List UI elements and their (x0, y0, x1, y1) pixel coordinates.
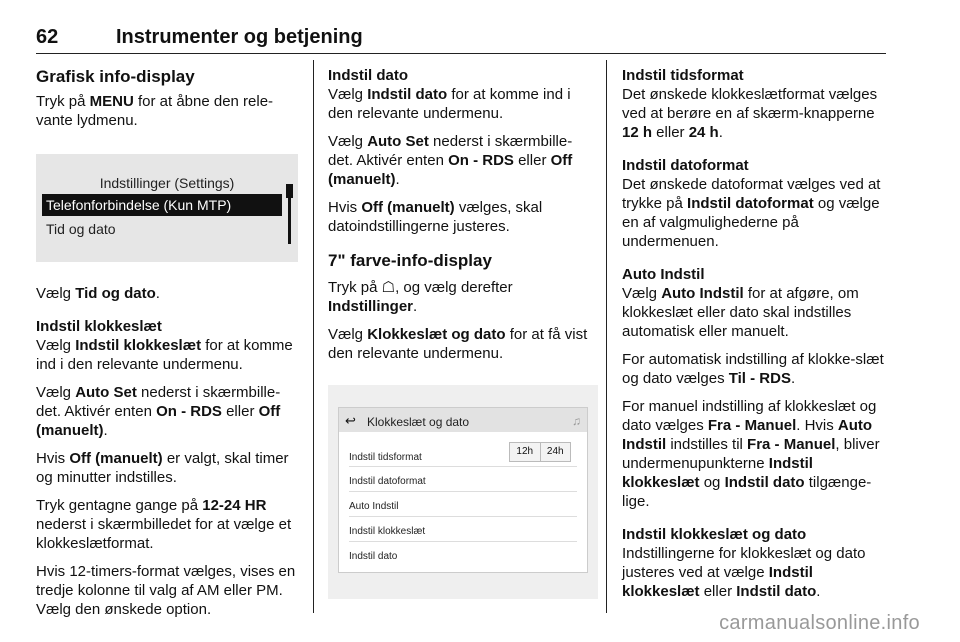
paragraph: Vælg Indstil klokkeslæt for at komme ind i den relevante undermenu. (36, 337, 293, 373)
back-icon: ↩ (345, 413, 356, 428)
home-icon: ☖ (381, 279, 396, 296)
music-note-icon: ♫ (572, 414, 581, 428)
screen-menu-item: Indstil tidsformat (349, 452, 422, 463)
screen-title-bar (339, 408, 587, 432)
paragraph: Hvis 12-timers-format vælges, vises en tredje kolonne til valg af AM eller PM. Vælg den ønskede option. (36, 563, 296, 618)
paragraph: Tryk på MENU for at åbne den rele-vante lydmenu. (36, 93, 274, 129)
paragraph: Vælg Auto Indstil for at afgøre, om klokkeslæt eller dato skal indstilles automatisk eller manuelt. (622, 285, 859, 340)
subheading: Indstil datoformat (622, 157, 749, 174)
divider (349, 516, 577, 517)
page-header (36, 24, 886, 54)
column-divider (313, 60, 314, 613)
screen-menu-item: Auto Indstil (349, 501, 399, 512)
paragraph: Vælg Auto Set nederst i skærmbille-det. Aktivér enten On - RDS eller Off (manuelt). (36, 384, 281, 439)
screen-menu-item: Tid og dato (46, 221, 116, 237)
paragraph: Tryk på ☖, og vælg derefter Indstillinger. (328, 279, 513, 315)
subheading: Auto Indstil (622, 266, 705, 283)
page-title: Instrumenter og betjening (116, 26, 363, 48)
screen-panel (338, 407, 588, 573)
display-screenshot-settings (36, 154, 298, 262)
section-heading: 7" farve-info-display (328, 251, 492, 270)
screen-menu-item: Indstil klokkeslæt (349, 526, 426, 537)
paragraph: Hvis Off (manuelt) er valgt, skal timer og minutter indstilles. (36, 450, 289, 486)
paragraph: Hvis Off (manuelt) vælges, skal datoindstillingerne justeres. (328, 199, 543, 235)
display-screenshot-clock-date (328, 385, 598, 599)
paragraph: For automatisk indstilling af klokke-slæt og dato vælges Til - RDS. (622, 351, 884, 387)
column-divider (606, 60, 607, 613)
toggle-12h: 12h (510, 443, 540, 461)
paragraph: Vælg Klokkeslæt og dato for at få vist den relevante undermenu. (328, 326, 588, 362)
paragraph: Vælg Indstil dato for at komme ind i den relevante undermenu. (328, 86, 571, 122)
toggle-24h: 24h (540, 443, 571, 461)
divider (349, 491, 577, 492)
screen-menu-item: Indstil dato (349, 551, 398, 562)
screen-title: Indstillinger (Settings) (99, 175, 235, 191)
subheading: Indstil dato (328, 67, 408, 84)
divider (349, 466, 577, 467)
paragraph: Det ønskede datoformat vælges ved at trykke på Indstil datoformat og vælge en af valgmulighederne på undermenuen. (622, 176, 881, 250)
column-1 (36, 66, 302, 619)
subheading: Indstil klokkeslæt og dato (622, 526, 807, 543)
paragraph: Vælg Auto Set nederst i skærmbille-det. Aktivér enten On - RDS eller Off (manuelt). (328, 133, 573, 188)
paragraph: Tryk gentagne gange på 12-24 HR nederst i skærmbilledet for at vælge et klokkeslætformat. (36, 497, 292, 552)
scrollbar-thumb (286, 184, 293, 198)
column-3 (622, 66, 888, 601)
subheading: Indstil klokkeslæt (36, 318, 162, 335)
paragraph: Det ønskede klokkeslætformat vælges ved at berøre en af skærm-knapperne 12 h eller 24 h. (622, 86, 878, 141)
section-heading: Grafisk info-display (36, 67, 195, 86)
screen-title: Klokkeslæt og dato (367, 415, 470, 429)
paragraph: For manuel indstilling af klokkeslæt og dato vælges Fra - Manuel. Hvis Auto Indstil indstilles til Fra - Manuel, bliver undermenupunkterne Indstil klokkeslæt og Indstil dato tilgænge-lige. (622, 398, 880, 510)
paragraph: Indstillingerne for klokkeslæt og dato justeres ved at vælge Indstil klokkeslæt eller Indstil dato. (622, 545, 866, 600)
paragraph: Vælg Tid og dato. (36, 285, 160, 302)
screen-selected-item: Telefonforbindelse (Kun MTP) (42, 194, 282, 216)
watermark: carmanualsonline.info (719, 612, 920, 634)
screen-menu-item: Indstil datoformat (349, 476, 426, 487)
column-2 (328, 66, 596, 599)
subheading: Indstil tidsformat (622, 67, 744, 84)
time-format-toggle (509, 442, 571, 462)
divider (349, 541, 577, 542)
page-number: 62 (36, 26, 59, 48)
